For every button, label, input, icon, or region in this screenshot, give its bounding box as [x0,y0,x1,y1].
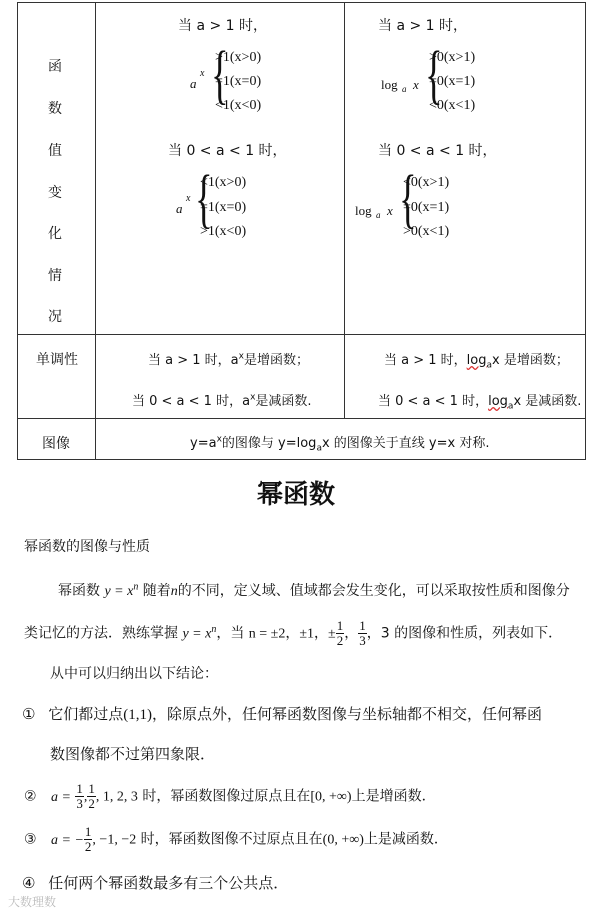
fraction [87,782,96,811]
item1-b: ，除原点外，任何幂函数图像与坐标轴都不相交，任何幂函 [152,705,543,723]
exp-mono-line1-b: 是增函数； [243,353,309,368]
exp-case2-line: >1(x<0) [200,224,247,239]
para2-cond: n = ±2，±1，± [248,626,336,642]
exp-case1-sup: x [200,68,205,79]
item2-var: a = [51,789,71,805]
item2-a: 时，幂函数图像过原点且在 [142,788,311,805]
para1-sup: n [133,581,139,593]
graph-label: 图像 [42,436,70,452]
fraction [358,619,367,648]
log-lhs-var: x [387,203,393,218]
item3-b: 上是减函数． [363,831,448,848]
log-mono-line2-b: x 是减函数. [513,394,582,409]
item2-b: 上是增函数． [351,788,436,805]
item4-text: 任何两个幂函数最多有三个公共点． [48,874,289,892]
fraction-numerator: 1 [84,824,92,839]
log-mono-line2 [378,390,581,412]
item4-mark: ④ [22,874,36,892]
item2-rest: , 1, 2, 3 [95,789,138,805]
log-mono-line1-log: log [466,353,487,368]
conclusion-item-4 [22,872,288,893]
graph-text-c: x 的图像关于直线 y=x 对称. [321,436,490,451]
label-char: 数 [48,101,62,117]
exp-case1-line: <1(x<0) [215,98,262,113]
graph-relation-text [190,432,489,454]
log-case2-line: =0(x=1) [403,200,450,215]
exp-mono-line1-sup: x [238,351,244,362]
log-lhs-sub: a [402,84,407,94]
brace-icon: { [425,38,443,111]
log-case1-line: =0(x=1) [429,74,476,89]
item2-mark: ② [24,788,37,805]
graph-text-b: 的图像与 y=log [221,436,317,451]
item1-line2: 数图像都不过第四象限． [50,745,216,763]
paragraph-1 [58,580,570,600]
fraction-numerator: 1 [359,618,366,633]
exp-mono-line2-a: 当 0 < a < 1 时，a [132,394,251,409]
exp-case1-title: 当 a > 1 时， [178,18,268,34]
item2-interval: [0, +∞) [310,789,352,805]
item1-a: 它们都过点 [48,705,124,723]
exp-case2-lhs: a [176,201,183,216]
log-mono-line1-b: x 是增函数； [492,353,569,368]
item3-a: 时，幂函数图像不过原点且在 [140,831,323,848]
fraction-denominator: 2 [336,633,344,648]
label-char: 值 [48,143,62,159]
para1-formula: y = x [104,584,134,599]
log-case1-line: <0(x<1) [429,98,476,113]
para2-c: ，3 的图像和性质，列表如下． [366,625,563,642]
para2-formula: y = x [182,626,212,642]
exp-case2-line: =1(x=0) [200,200,247,215]
paragraph-3: 从中可以归纳出以下结论： [50,666,218,682]
brace-icon: { [399,162,417,235]
exp-case2-sup: x [186,193,191,204]
fraction-numerator: 1 [76,781,83,796]
paragraph-2: 类记忆的方法．熟练掌握 $y = x^n$，当 n = ±2，±1，± $\frac{1}{2}$ ， $\frac{1}{3}$ ，3 的图像和性质，列表如下． [24,618,563,648]
graph-text-a: y=a [190,436,217,451]
log-case2-title: 当 0 < a < 1 时， [378,143,497,159]
exp-mono-line2-b: 是减函数. [255,394,312,409]
log-mono-line2-log: log [488,394,508,409]
log-mono-line2-sub: a [507,401,514,412]
brace-icon: { [211,38,229,111]
brace-icon: { [195,162,213,235]
log-case2-line: >0(x<1) [403,224,450,239]
section-title: 幂函数 [257,480,336,510]
graph-text-sup: x [216,434,222,445]
para1-c: 的不同，定义域、值域都会发生变化，可以采取按性质和图像分 [177,583,570,599]
label-char: 化 [48,226,62,242]
label-char: 情 [48,268,62,284]
fraction-numerator: 1 [336,618,344,633]
item1-point: (1,1) [123,707,152,723]
exp-mono-line1 [148,349,309,368]
graph-text-sub: a [316,443,322,454]
conclusion-item-2: ② a = $\frac{1}{3}$ , $\frac{1}{2}$ , 1, 2, 3 时，幂函数图像过原点且在[0, +∞)上是增函数． [24,781,436,811]
para2-sup: n [211,623,217,635]
fraction-denominator: 3 [359,633,366,648]
para1-b: 随着 [142,583,171,599]
log-lhs-var: x [413,77,419,92]
log-lhs-prefix: log [355,203,372,218]
log-mono-line1 [384,349,569,371]
log-case1-title: 当 a > 1 时， [378,18,468,34]
fraction-numerator: 1 [88,781,95,796]
exp-case1-line: >1(x>0) [215,50,262,65]
conclusion-item-3 [24,825,448,854]
exp-mono-line1-a: 当 a > 1 时，a [148,353,239,368]
exp-case1-lhs: a [190,76,197,91]
log-mono-line1-sub: a [486,360,493,371]
label-char: 况 [48,309,62,325]
label-cell-monotonicity [18,335,96,419]
log-case2-line: <0(x>1) [403,175,450,190]
item1-mark: ① [22,705,36,723]
log-case1-line: >0(x>1) [429,50,476,65]
item3-interval: (0, +∞) [322,832,364,848]
watermark: 大数理数 [8,895,57,909]
exp-mono-line2 [132,390,312,409]
monotonicity-label: 单调性 [36,352,78,368]
item3-mark: ③ [24,831,37,848]
label-char: 变 [48,185,62,201]
log-mono-line1-a: 当 a > 1 时， [384,353,467,368]
item3-rest: , −1, −2 [92,832,137,848]
item3-var: a = − [51,832,84,848]
para1-n: n [170,584,178,599]
exp-case2-title: 当 0 < a < 1 时， [168,143,287,159]
fraction [336,619,345,648]
fraction-denominator: 2 [84,839,92,854]
exp-mono-line2-sup: x [250,392,256,403]
exp-case2-line: <1(x>0) [200,175,247,190]
fraction-denominator: 2 [88,796,95,811]
exp-case1-line: =1(x=0) [215,74,262,89]
log-lhs-sub: a [376,210,381,220]
log-lhs-prefix: log [381,77,398,92]
fraction-denominator: 3 [76,796,83,811]
para2-b: ，当 [216,625,245,642]
para1-a: 幂函数 [58,583,100,599]
conclusion-item-1 [22,703,542,724]
log-mono-line2-a: 当 0 < a < 1 时， [378,394,489,409]
para2-a: 类记忆的方法．熟练掌握 [24,625,178,642]
label-char: 函 [48,59,62,75]
fraction [75,782,84,811]
section-subtitle: 幂函数的图像与性质 [24,539,150,555]
